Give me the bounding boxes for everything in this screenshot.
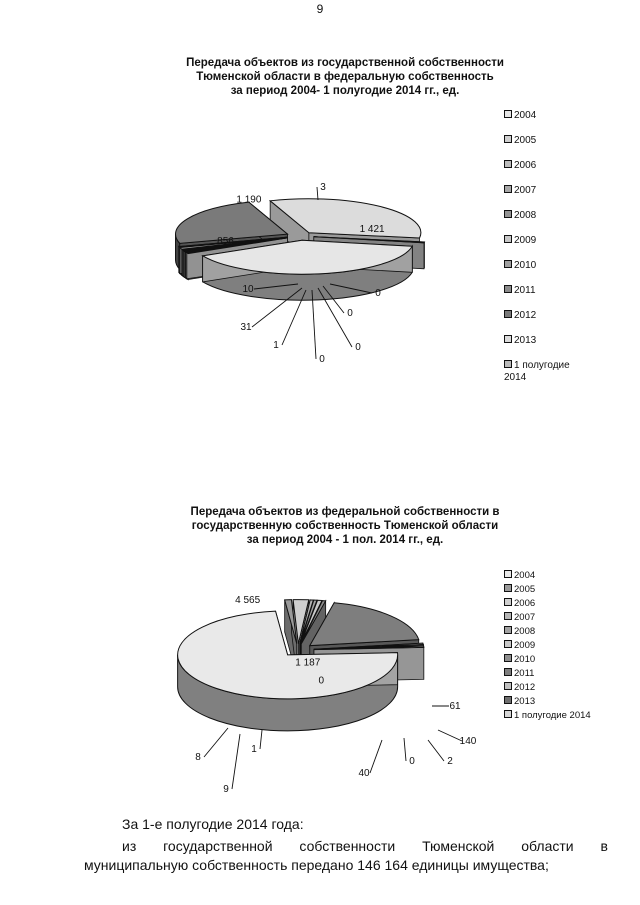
leader-line: [204, 728, 228, 757]
legend-item: [504, 626, 535, 638]
legend-swatch: [504, 310, 512, 318]
data-label: 10: [242, 284, 254, 295]
legend-swatch: [504, 584, 512, 592]
legend-label: 2004: [514, 570, 536, 581]
leader-line: [428, 740, 444, 761]
page-number: 9: [316, 2, 324, 16]
legend-item: [504, 135, 536, 147]
legend-item: [504, 335, 536, 347]
data-label: 2: [447, 756, 453, 767]
legend-label: 2009: [514, 235, 537, 246]
legend-label: 2011: [514, 668, 535, 679]
legend-swatch: [504, 640, 512, 648]
paragraph-line-1: [122, 838, 608, 854]
legend-label: 2007: [514, 612, 536, 623]
data-label: 61: [449, 701, 461, 712]
data-label: 0: [355, 342, 361, 353]
legend-label: 2010: [514, 654, 536, 665]
chart-1-title: Передача объектов из государственной собственности Тюменской области в федеральную собственность за период 2004- 1 полугодие 2014 гг., ед.: [186, 57, 504, 97]
legend-label: 2008: [514, 626, 536, 637]
leader-line: [404, 738, 406, 761]
paragraph-word: в: [600, 838, 608, 854]
legend-label: 2011: [514, 285, 536, 296]
data-label: 9: [223, 784, 229, 795]
paragraph-word: собственности: [299, 838, 396, 854]
legend-item: [504, 210, 536, 222]
legend-swatch: [504, 235, 512, 243]
legend-item: [504, 668, 534, 680]
legend-swatch: [504, 185, 512, 193]
legend-swatch: [504, 135, 512, 143]
data-label: 0: [318, 675, 325, 687]
data-label: 1: [273, 340, 279, 351]
legend-item: [504, 310, 536, 322]
legend-label: 2008: [514, 210, 537, 221]
legend-label: 2005: [514, 135, 537, 146]
legend-swatch: [504, 696, 512, 704]
legend-label: 2012: [514, 682, 536, 693]
chart-2-title: Передача объектов из федеральной собственности в государственную собственность Тюменской области за период 2004 - 1 пол. 2014 гг., ед.: [190, 506, 500, 546]
data-label: 4 565: [235, 594, 261, 606]
legend-item: [504, 260, 536, 272]
data-label: 1 187: [295, 657, 321, 669]
legend-item: [504, 160, 536, 172]
legend-item: [504, 360, 570, 384]
data-label: 3: [320, 182, 326, 193]
legend-swatch: [504, 335, 512, 343]
paragraph-word: области: [521, 838, 574, 854]
legend-item: [504, 235, 536, 247]
data-label: 0: [319, 354, 325, 365]
paragraph-heading: За 1-е полугодие 2014 года:: [122, 816, 304, 832]
paragraph-word: из: [122, 838, 137, 854]
legend-item: [504, 570, 535, 582]
legend-label: 2012: [514, 310, 537, 321]
paragraph-word: государственной: [163, 838, 273, 854]
data-label: 0: [409, 756, 415, 767]
data-label: 140: [459, 736, 477, 747]
legend-swatch: [504, 210, 512, 218]
legend-label: 2005: [514, 584, 536, 595]
legend-label: 2004: [514, 110, 537, 121]
legend-label: 2013: [514, 696, 536, 707]
slice-2011: [310, 603, 419, 646]
legend-label: 2009: [514, 640, 536, 651]
legend-item: [504, 285, 536, 297]
legend-swatch: [504, 668, 512, 676]
data-label: 0: [375, 288, 381, 299]
legend-item: [504, 654, 535, 666]
data-label: 31: [240, 322, 252, 333]
legend-swatch: [504, 654, 512, 662]
legend-label: 2013: [514, 335, 537, 346]
legend-swatch: [504, 285, 512, 293]
legend-label: 2010: [514, 260, 537, 271]
legend-item: [504, 584, 535, 596]
legend-swatch: [504, 570, 512, 578]
data-label: 856: [217, 236, 234, 248]
legend-label: 2007: [514, 185, 537, 196]
data-label: 40: [358, 768, 370, 779]
legend-swatch: [504, 626, 512, 634]
legend-item: [504, 612, 535, 624]
leader-line: [370, 740, 382, 773]
leader-line: [232, 734, 240, 789]
legend-swatch: [504, 598, 512, 606]
data-label: 8: [195, 752, 201, 763]
legend-label: 2006: [514, 160, 537, 171]
legend-label: 2006: [514, 598, 536, 609]
legend-item: [504, 682, 535, 694]
data-label: 0: [347, 308, 353, 319]
legend-item: [504, 110, 536, 122]
legend-item: [504, 598, 535, 610]
legend-item: [504, 640, 535, 652]
legend-label: 1 полугодие 2014: [514, 710, 591, 721]
data-label: 1 421: [359, 224, 385, 236]
legend-item: [504, 185, 536, 197]
legend-item: [504, 696, 535, 708]
data-label: 1: [251, 744, 257, 755]
legend-swatch: [504, 682, 512, 690]
legend-swatch: [504, 160, 512, 168]
data-label: 1 190: [236, 194, 262, 206]
legend-item: [504, 710, 591, 722]
leader-line: [260, 730, 262, 749]
paragraph-line-2: муниципальную собственность передано 146 164 единицы имущества;: [84, 857, 549, 873]
paragraph-word: Тюменской: [422, 838, 495, 854]
legend-label: 1 полугодие 2014: [504, 360, 570, 383]
legend-swatch: [504, 260, 512, 268]
legend-swatch: [504, 710, 512, 718]
chart-1-legend: [504, 110, 634, 400]
legend-swatch: [504, 612, 512, 620]
chart-2-legend: [504, 570, 634, 730]
leader-line: [438, 730, 462, 741]
legend-swatch: [504, 110, 512, 118]
legend-swatch: [504, 360, 512, 368]
